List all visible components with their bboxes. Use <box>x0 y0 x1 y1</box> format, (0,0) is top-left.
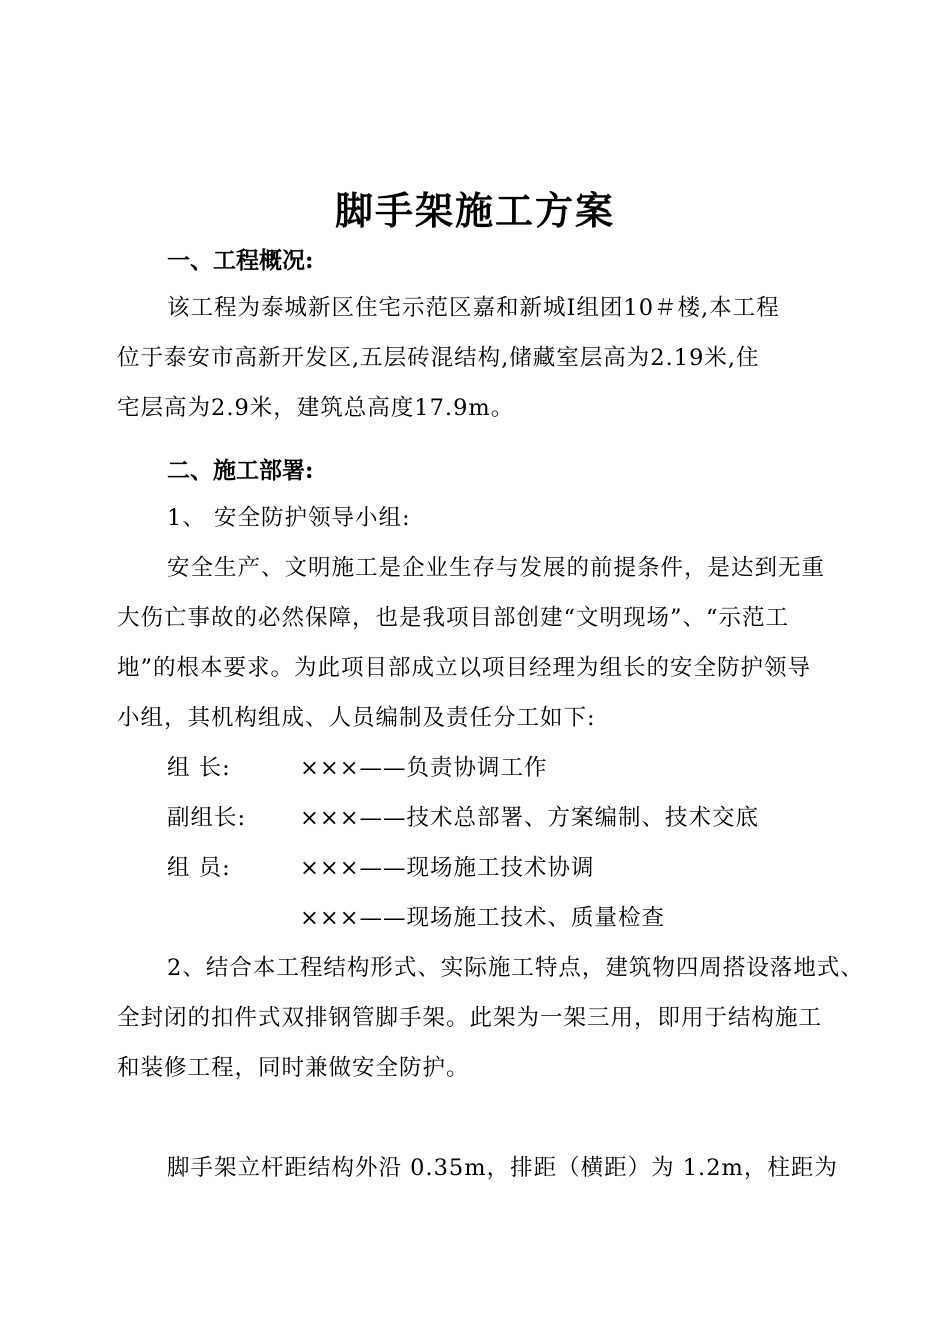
item2-line-1: 2、结合本工程结构形式、实际施工特点，建筑物四周搭设落地式、 <box>167 955 864 981</box>
role-duty: ×××——负责协调工作 <box>300 755 548 781</box>
role-duty: ×××——现场施工技术协调 <box>300 855 595 881</box>
item1-line-3: 地”的根本要求。为此项目部成立以项目经理为组长的安全防护领导 <box>117 655 812 681</box>
role-label: 组 员: <box>167 855 231 881</box>
role-label: 组 长: <box>167 755 231 781</box>
item2-line-3: 和装修工程，同时兼做安全防护。 <box>117 1055 470 1081</box>
item2-line-2: 全封闭的扣件式双排钢管脚手架。此架为一架三用，即用于结构施工 <box>117 1005 823 1031</box>
role-label: 副组长: <box>167 805 247 831</box>
item1-line-4: 小组，其机构组成、人员编制及责任分工如下: <box>117 705 596 731</box>
item1-line-2: 大伤亡事故的必然保障，也是我项目部创建“文明现场”、“示范工 <box>117 605 790 631</box>
overview-line-2: 位于泰安市高新开发区,五层砖混结构,储藏室层高为2.19米,住 <box>117 345 760 371</box>
overview-line-1: 该工程为泰城新区住宅示范区嘉和新城Ⅰ组团10＃楼,本工程 <box>167 295 780 321</box>
role-duty: ×××——技术总部署、方案编制、技术交底 <box>300 805 760 831</box>
item1-line-1: 安全生产、文明施工是企业生存与发展的前提条件，是达到无重 <box>167 555 826 581</box>
role-duty: ×××——现场施工技术、质量检查 <box>300 905 666 931</box>
document-title: 脚手架施工方案 <box>334 188 615 233</box>
section-heading-overview: 一、工程概况: <box>167 247 314 274</box>
scaffold-spacing-line: 脚手架立杆距结构外沿 0.35m，排距（横距）为 1.2m，柱距为 <box>167 1155 838 1181</box>
overview-line-3: 宅层高为2.9米，建筑总高度17.9m。 <box>117 395 515 421</box>
item1-title: 1、 安全防护领导小组: <box>167 505 411 531</box>
section-heading-deployment: 二、施工部署: <box>167 457 314 484</box>
